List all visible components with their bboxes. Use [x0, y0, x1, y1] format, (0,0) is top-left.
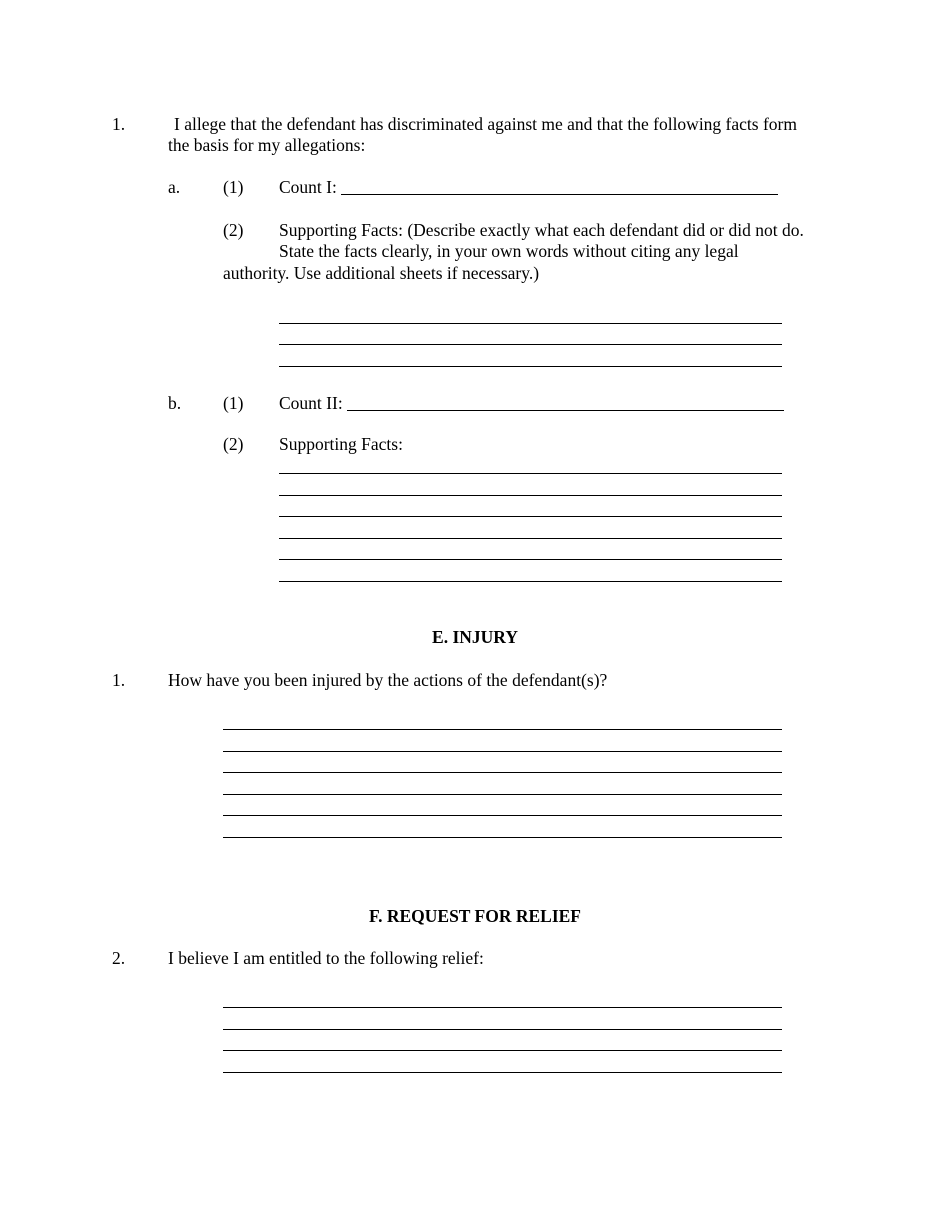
count-b-sub2-number: (2) [223, 434, 244, 454]
injury-question: How have you been injured by the actions of the defendant(s)? [168, 670, 608, 690]
injury-answer-line[interactable] [223, 729, 782, 730]
supporting-facts-instructions-line1: Supporting Facts: (Describe exactly what each defendant did or did not do. [279, 220, 804, 240]
count-ii-facts-line[interactable] [279, 581, 782, 582]
count-a-sub2-number: (2) [223, 220, 244, 240]
count-a-letter: a. [168, 177, 181, 197]
supporting-facts-instructions-line2: State the facts clearly, in your own words without citing any legal [279, 241, 739, 261]
injury-heading: E. INJURY [432, 627, 518, 647]
count-ii-facts-line[interactable] [279, 559, 782, 560]
relief-answer-line[interactable] [223, 1050, 782, 1051]
count-i-facts-line[interactable] [279, 344, 782, 345]
count-ii-facts-line[interactable] [279, 495, 782, 496]
relief-answer-line[interactable] [223, 1029, 782, 1030]
count-b-letter: b. [168, 393, 182, 413]
allegation-text-line1: I allege that the defendant has discriminated against me and that the following facts form [174, 114, 797, 134]
item-number: 1. [112, 114, 126, 134]
count-ii-facts-line[interactable] [279, 538, 782, 539]
count-ii-facts-line[interactable] [279, 473, 782, 474]
supporting-facts-instructions-line3: authority. Use additional sheets if necessary.) [223, 263, 540, 283]
relief-answer-line[interactable] [223, 1072, 782, 1073]
count-i-label: Count I: [279, 177, 337, 197]
injury-answer-line[interactable] [223, 837, 782, 838]
supporting-facts-label: Supporting Facts: [279, 434, 403, 454]
injury-answer-line[interactable] [223, 815, 782, 816]
count-ii-field[interactable] [347, 410, 784, 411]
count-ii-facts-line[interactable] [279, 516, 782, 517]
count-b-sub1-number: (1) [223, 393, 244, 413]
injury-answer-line[interactable] [223, 794, 782, 795]
allegation-text-line2: the basis for my allegations: [168, 135, 366, 155]
relief-item-number: 2. [112, 948, 126, 968]
relief-heading: F. REQUEST FOR RELIEF [369, 906, 581, 926]
count-i-facts-line[interactable] [279, 366, 782, 367]
injury-answer-line[interactable] [223, 751, 782, 752]
injury-answer-line[interactable] [223, 772, 782, 773]
count-a-sub1-number: (1) [223, 177, 244, 197]
relief-answer-line[interactable] [223, 1007, 782, 1008]
count-i-facts-line[interactable] [279, 323, 782, 324]
count-ii-label: Count II: [279, 393, 343, 413]
count-i-field[interactable] [341, 194, 778, 195]
injury-item-number: 1. [112, 670, 126, 690]
relief-statement: I believe I am entitled to the following relief: [168, 948, 484, 968]
